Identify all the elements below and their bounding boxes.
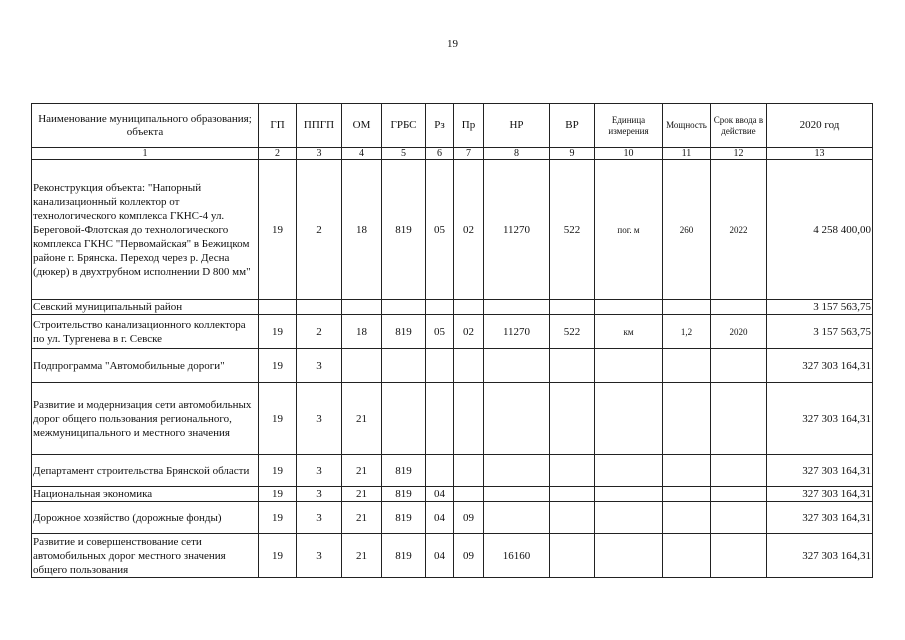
column-number: 12 [711, 148, 767, 160]
cell-grbs: 819 [382, 534, 426, 578]
column-number: 8 [484, 148, 550, 160]
cell-grbs [382, 383, 426, 455]
table-row [32, 315, 873, 349]
column-number: 7 [454, 148, 484, 160]
table-row [32, 487, 873, 502]
cell-om: 21 [342, 502, 382, 534]
cell-om: 21 [342, 534, 382, 578]
cell-term [711, 502, 767, 534]
cell-grbs [382, 349, 426, 383]
cell-amount: 327 303 164,31 [767, 502, 873, 534]
cell-term [711, 534, 767, 578]
cell-nr [484, 455, 550, 487]
cell-om: 21 [342, 383, 382, 455]
cell-rz: 04 [426, 502, 454, 534]
cell-om [342, 349, 382, 383]
cell-pr [454, 349, 484, 383]
cell-unit: пог. м [595, 160, 663, 300]
cell-grbs: 819 [382, 487, 426, 502]
column-number: 4 [342, 148, 382, 160]
cell-nr [484, 300, 550, 315]
cell-term [711, 455, 767, 487]
cell-amount: 327 303 164,31 [767, 534, 873, 578]
cell-gp: 19 [259, 502, 297, 534]
cell-power [663, 455, 711, 487]
cell-vr [550, 502, 595, 534]
cell-vr: 522 [550, 160, 595, 300]
cell-power [663, 534, 711, 578]
cell-rz: 04 [426, 534, 454, 578]
header-pr: Пр [454, 104, 484, 148]
cell-amount: 4 258 400,00 [767, 160, 873, 300]
cell-ppgp: 3 [297, 383, 342, 455]
cell-name: Строительство канализационного коллектора по ул. Тургенева в г. Севске [32, 315, 259, 349]
cell-ppgp: 3 [297, 487, 342, 502]
column-number: 13 [767, 148, 873, 160]
column-number: 3 [297, 148, 342, 160]
cell-gp: 19 [259, 160, 297, 300]
column-number-row [32, 148, 873, 160]
column-number: 2 [259, 148, 297, 160]
cell-term: 2020 [711, 315, 767, 349]
header-nr: НР [484, 104, 550, 148]
cell-ppgp: 2 [297, 160, 342, 300]
cell-pr [454, 383, 484, 455]
header-power: Мощность [663, 104, 711, 148]
header-unit: Единица измерения [595, 104, 663, 148]
cell-amount: 327 303 164,31 [767, 455, 873, 487]
cell-vr [550, 383, 595, 455]
cell-power [663, 487, 711, 502]
cell-om: 21 [342, 455, 382, 487]
cell-pr [454, 455, 484, 487]
cell-ppgp: 3 [297, 349, 342, 383]
cell-ppgp [297, 300, 342, 315]
cell-power: 1,2 [663, 315, 711, 349]
cell-name: Развитие и совершенствование сети автомобильных дорог местного значения общего пользования [32, 534, 259, 578]
cell-gp: 19 [259, 455, 297, 487]
header-rz: Рз [426, 104, 454, 148]
cell-rz: 05 [426, 160, 454, 300]
cell-ppgp: 3 [297, 502, 342, 534]
cell-unit [595, 534, 663, 578]
cell-rz: 05 [426, 315, 454, 349]
table-row [32, 383, 873, 455]
cell-nr: 11270 [484, 315, 550, 349]
cell-grbs: 819 [382, 455, 426, 487]
cell-gp: 19 [259, 349, 297, 383]
cell-vr [550, 349, 595, 383]
cell-vr [550, 487, 595, 502]
cell-pr [454, 300, 484, 315]
header-grbs: ГРБС [382, 104, 426, 148]
cell-rz [426, 349, 454, 383]
cell-name: Развитие и модернизация сети автомобильных дорог общего пользования регионального, межмуниципального и местного значения [32, 383, 259, 455]
cell-power [663, 502, 711, 534]
cell-name: Департамент строительства Брянской области [32, 455, 259, 487]
cell-name: Подпрограмма "Автомобильные дороги" [32, 349, 259, 383]
header-vr: ВР [550, 104, 595, 148]
cell-grbs: 819 [382, 160, 426, 300]
cell-gp: 19 [259, 534, 297, 578]
column-number: 1 [32, 148, 259, 160]
cell-vr: 522 [550, 315, 595, 349]
table-row [32, 300, 873, 315]
cell-rz [426, 300, 454, 315]
cell-name: Дорожное хозяйство (дорожные фонды) [32, 502, 259, 534]
column-number: 5 [382, 148, 426, 160]
header-om: ОМ [342, 104, 382, 148]
cell-om [342, 300, 382, 315]
cell-grbs [382, 300, 426, 315]
cell-om: 18 [342, 160, 382, 300]
table-row [32, 534, 873, 578]
header-year: 2020 год [767, 104, 873, 148]
cell-nr [484, 383, 550, 455]
cell-om: 18 [342, 315, 382, 349]
cell-name: Реконструкция объекта: "Напорный канализационный коллектор от технологического комплекса ГКНС-4 ул. Береговой-Флотская до технологического комплекса ГКНС "Первомайская" в Бежицком районе г. Брянска. Переход через р. Десна (дюкер) в двухтрубном исполнении D 800 мм" [32, 160, 259, 300]
cell-ppgp: 3 [297, 534, 342, 578]
cell-unit [595, 502, 663, 534]
cell-gp [259, 300, 297, 315]
column-number: 6 [426, 148, 454, 160]
cell-term [711, 487, 767, 502]
budget-table [31, 103, 873, 578]
cell-power [663, 383, 711, 455]
cell-unit [595, 349, 663, 383]
cell-pr: 09 [454, 502, 484, 534]
cell-rz [426, 383, 454, 455]
cell-name: Национальная экономика [32, 487, 259, 502]
header-row [32, 104, 873, 148]
cell-unit [595, 487, 663, 502]
header-ppgp: ППГП [297, 104, 342, 148]
cell-unit [595, 455, 663, 487]
table-row [32, 349, 873, 383]
cell-pr: 02 [454, 315, 484, 349]
cell-pr: 02 [454, 160, 484, 300]
cell-nr [484, 349, 550, 383]
cell-vr [550, 534, 595, 578]
cell-term [711, 349, 767, 383]
cell-nr [484, 502, 550, 534]
header-name: Наименование муниципального образования; объекта [32, 104, 259, 148]
cell-nr: 11270 [484, 160, 550, 300]
cell-grbs: 819 [382, 315, 426, 349]
table-row [32, 455, 873, 487]
cell-unit [595, 300, 663, 315]
cell-gp: 19 [259, 315, 297, 349]
cell-gp: 19 [259, 383, 297, 455]
cell-power: 260 [663, 160, 711, 300]
cell-amount: 327 303 164,31 [767, 349, 873, 383]
cell-nr: 16160 [484, 534, 550, 578]
cell-pr [454, 487, 484, 502]
column-number: 10 [595, 148, 663, 160]
cell-vr [550, 300, 595, 315]
cell-om: 21 [342, 487, 382, 502]
cell-gp: 19 [259, 487, 297, 502]
cell-term [711, 383, 767, 455]
cell-amount: 3 157 563,75 [767, 300, 873, 315]
cell-ppgp: 2 [297, 315, 342, 349]
table-row [32, 502, 873, 534]
cell-unit [595, 383, 663, 455]
cell-power [663, 300, 711, 315]
cell-unit: км [595, 315, 663, 349]
cell-term: 2022 [711, 160, 767, 300]
page-number: 19 [447, 38, 458, 50]
column-number: 9 [550, 148, 595, 160]
cell-grbs: 819 [382, 502, 426, 534]
cell-rz [426, 455, 454, 487]
cell-rz: 04 [426, 487, 454, 502]
cell-name: Севский муниципальный район [32, 300, 259, 315]
cell-amount: 327 303 164,31 [767, 487, 873, 502]
header-term: Срок ввода в действие [711, 104, 767, 148]
column-number: 11 [663, 148, 711, 160]
cell-vr [550, 455, 595, 487]
cell-power [663, 349, 711, 383]
cell-pr: 09 [454, 534, 484, 578]
header-gp: ГП [259, 104, 297, 148]
table-row [32, 160, 873, 300]
cell-amount: 327 303 164,31 [767, 383, 873, 455]
cell-term [711, 300, 767, 315]
cell-ppgp: 3 [297, 455, 342, 487]
cell-nr [484, 487, 550, 502]
cell-amount: 3 157 563,75 [767, 315, 873, 349]
